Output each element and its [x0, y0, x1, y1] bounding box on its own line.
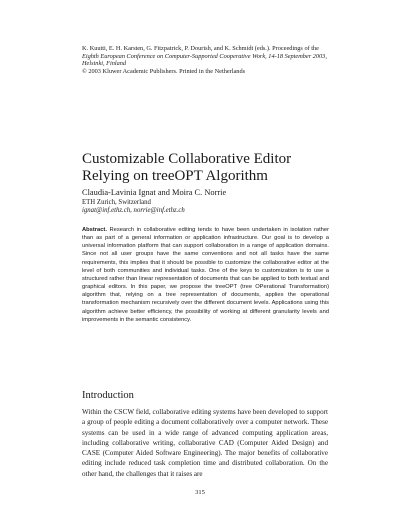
introduction-paragraph: Within the CSCW field, collaborative editing systems have been developed to support a group of people editing a document collaboratively over a computer network. These systems can be used in a wide range of advanced computing application areas, including collaborative writing, collaborative CAD (Computer Aided Design) and CASE (Computer Aided Software Engineering). The major benefits of collaborative editing include reduced task completion time and distributed collaboration. On the other hand, the challenges that it raises are: [82, 408, 328, 478]
header-line-4: © 2003 Kluwer Academic Publishers. Printed in the Netherlands: [82, 67, 246, 75]
paper-authors: Claudia-Lavinia Ignat and Moira C. Norrie: [82, 188, 227, 197]
proceedings-header: [82, 45, 344, 75]
section-heading-introduction: Introduction: [82, 390, 134, 401]
title-line-2: Relying on treeOPT Algorithm: [82, 167, 268, 184]
header-line-3: Helsinki, Finland: [82, 60, 127, 68]
abstract: [82, 226, 329, 324]
author-emails: ignat@inf.ethz.ch, norrie@inf.ethz.ch: [82, 207, 185, 214]
author-affiliation: ETH Zurich, Switzerland: [82, 199, 151, 206]
paper-title: [82, 151, 362, 184]
header-line-1: K. Kuutti, E. H. Karsten, G. Fitzpatrick, P. Dourish, and K. Schmidt (eds.). Proceedings of the: [82, 45, 319, 52]
abstract-label: Abstract.: [82, 227, 107, 233]
header-line-2: Eighth European Conference on Computer-Supported Cooperative Work, 14-18 September 2003,: [82, 52, 327, 60]
page-number: 315: [195, 489, 205, 496]
abstract-text: Research in collaborative editing tends to have been undertaken in isolation rather than as part of a general information or application infrastructure. Our goal is to develop a universal information platform that can support collaboration in a range of application domains. Since not all user groups have the same conventions and not all tasks have the same requirements, this implies that it should be possible to customize the collaborative editor at the level of both communities and individual tasks. One of the keys to customization is to use a structured rather than linear representation of documents that can be applied to both textual and graphical editors. In this paper, we propose the treeOPT (tree OPerational Transformation) algorithm that, relying on a tree representation of documents, applies the operational transformation mechanism recursively over the different document levels. Applications using this algorithm achieve better efficiency, the possibility of working at different granularity levels and improvements in the semantic consistency.: [82, 227, 329, 323]
title-line-1: Customizable Collaborative Editor: [82, 151, 292, 167]
